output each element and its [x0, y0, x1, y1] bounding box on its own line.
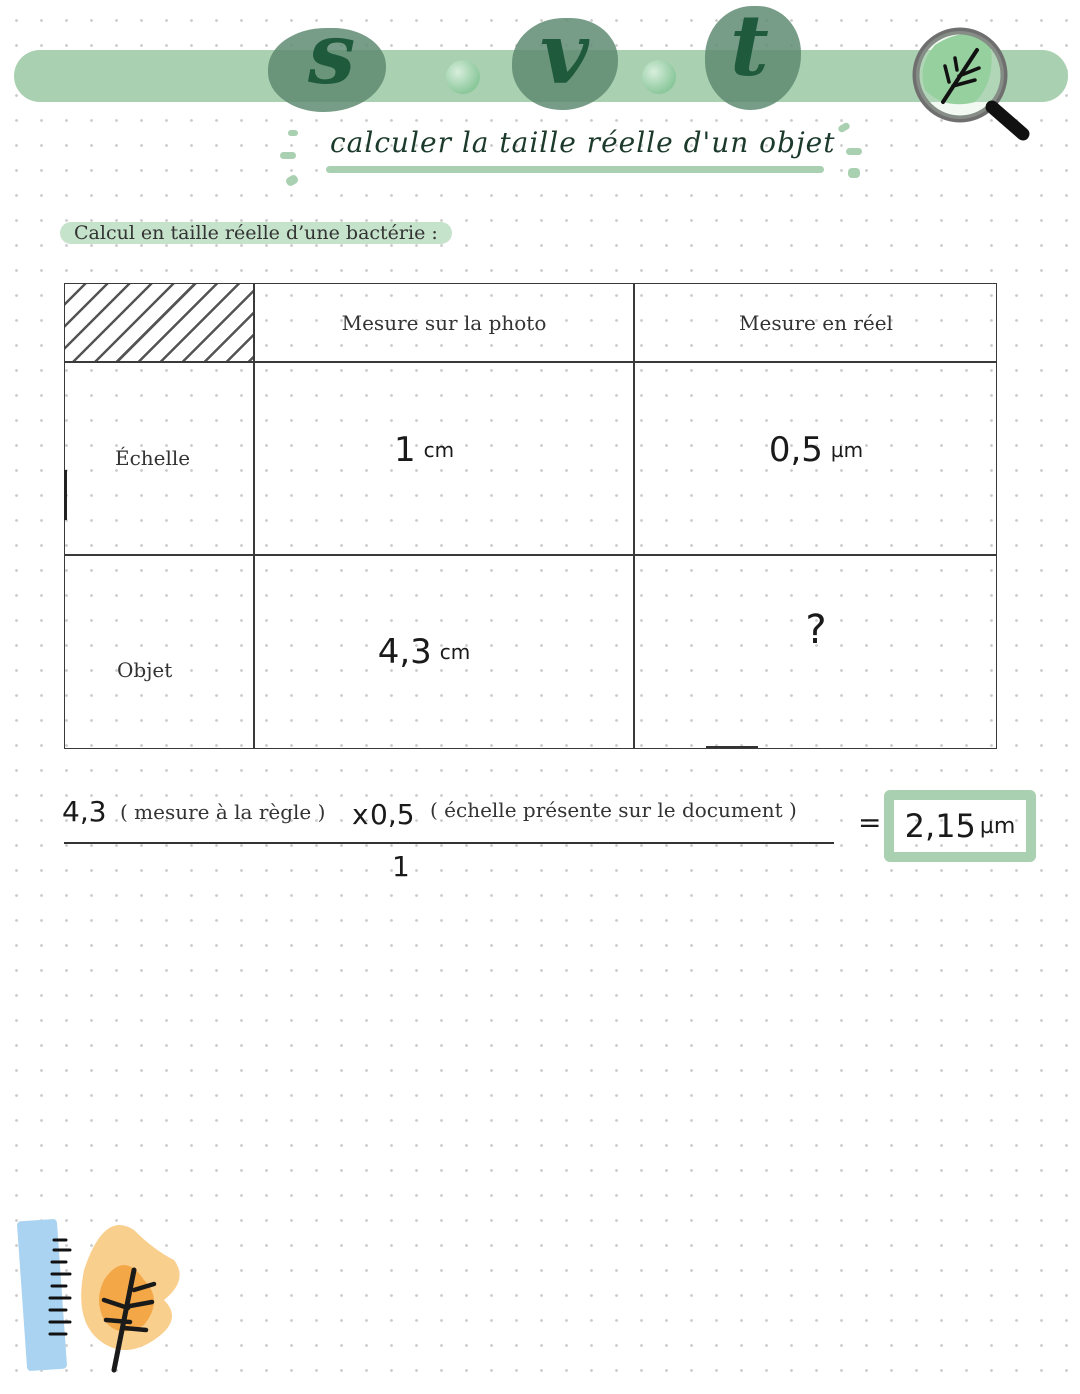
- formula-measure-value: 4,3: [62, 795, 107, 828]
- spark-mark: [846, 148, 862, 155]
- formula-scale-value: 0,5: [370, 798, 415, 831]
- title-dot: [642, 60, 676, 94]
- spark-mark: [285, 174, 300, 188]
- cell-objet-real: [635, 534, 997, 726]
- scale-table: [64, 283, 997, 749]
- section-label: Calcul en taille réelle d’une bactérie :: [60, 222, 452, 244]
- title-letter-t: t: [730, 0, 769, 95]
- title-letter-s: s: [308, 4, 356, 103]
- subtitle-underline: [326, 166, 824, 173]
- spark-mark: [837, 121, 851, 133]
- cell-echelle-real: [635, 354, 997, 546]
- ruler-and-leaf-decoration: [14, 1210, 194, 1380]
- value: 1: [393, 430, 416, 470]
- hatched-corner-cell: [65, 284, 253, 361]
- magnifier-leaf-icon: [905, 20, 1035, 150]
- column-header-real: Mesure en réel: [739, 310, 893, 335]
- small-rule: [706, 746, 758, 748]
- title-letter-v: v: [540, 4, 589, 103]
- unit: cm: [423, 438, 455, 462]
- formula-equals: =: [858, 806, 882, 839]
- ruler-icon: [17, 1219, 70, 1371]
- value: 4,3: [377, 632, 432, 672]
- row-label-objet: Objet: [117, 658, 173, 682]
- ink-mark: [64, 470, 67, 520]
- fraction-bar: [64, 842, 834, 844]
- spark-mark: [280, 152, 296, 159]
- result-box: [884, 790, 1036, 862]
- unit: µm: [830, 438, 864, 462]
- formula-measure-note: ( mesure à la règle ): [120, 800, 326, 824]
- question-mark: ?: [805, 607, 827, 653]
- cell-echelle-photo: [235, 354, 613, 546]
- subtitle: calculer la taille réelle d'un objet: [330, 126, 836, 159]
- column-header-photo: Mesure sur la photo: [341, 310, 547, 335]
- spark-mark: [848, 168, 860, 178]
- spark-mark: [288, 130, 298, 136]
- formula-denominator: 1: [392, 850, 410, 883]
- unit: cm: [439, 640, 471, 664]
- result-value: 2,15: [904, 807, 976, 845]
- result-unit: µm: [979, 813, 1016, 839]
- title-dot: [446, 60, 480, 94]
- formula-operator: x: [352, 798, 369, 831]
- value: 0,5: [768, 430, 823, 470]
- autumn-leaf-icon: [81, 1225, 179, 1370]
- formula-scale-note: ( échelle présente sur le document ): [430, 798, 797, 822]
- cell-objet-photo: [235, 556, 613, 748]
- row-label-echelle: Échelle: [115, 446, 191, 470]
